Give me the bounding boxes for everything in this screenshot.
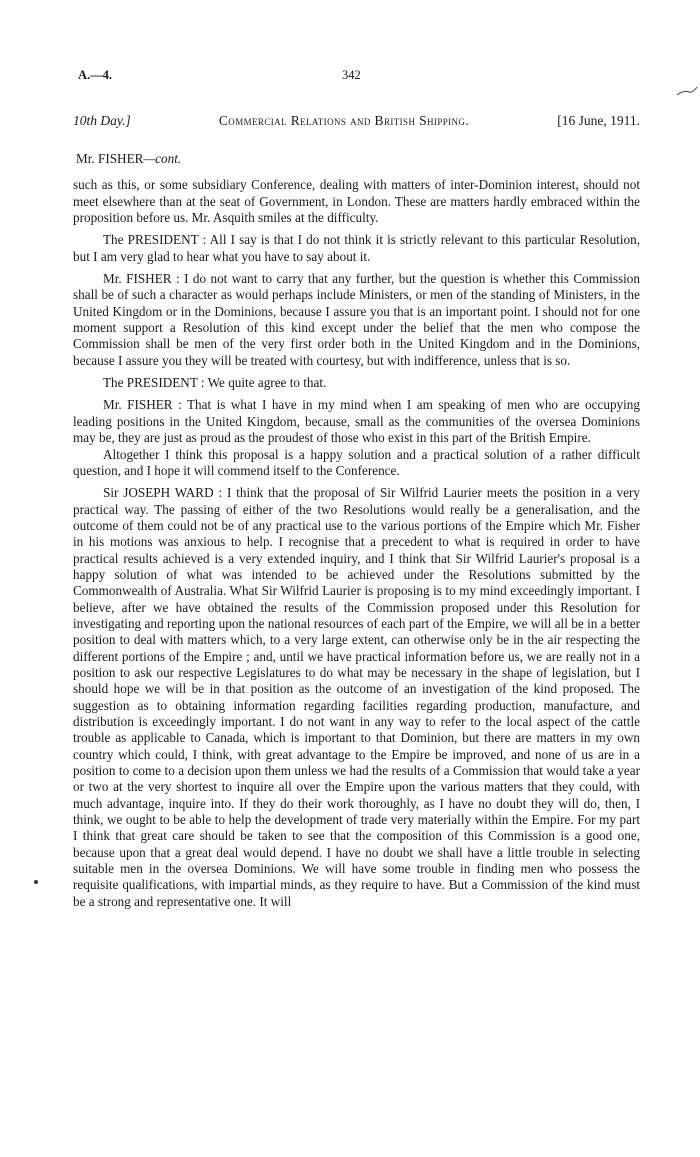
paragraph-6: Altogether I think this proposal is a happy solution and a practical solution of a rather difficult question, and I hope it will commend itself to the Conference. (73, 446, 640, 478)
running-head (73, 113, 640, 131)
continuation-speaker: Mr. FISHER (76, 151, 144, 166)
paragraph-3: Mr. FISHER : I do not want to carry that any further, but the question is whether this Commission shall be of such a character as would perhaps include Ministers, or men of the standing of Ministers, in the United Kingdom or in the Dominions, because I assure you that is an important point. I should not for one moment support a Resolution of this kind except under the belief that the men who compose the Commission shall be men of the very first order both in the United Kingdom and in the Dominions, because I assure you they will be treated with courtesy, but with indifference, unless that is so. (73, 271, 640, 368)
paragraph-2: The PRESIDENT : All I say is that I do not think it is strictly relevant to this particular Resolution, but I am very glad to hear what you have to say about it. (73, 232, 640, 264)
paragraph-1: such as this, or some subsidiary Conference, dealing with matters of inter-Dominion interest, should not meet elsewhere than at the seat of Government, in London. These are matters hardly embraced within the proposition before us. Mr. Asquith smiles at the difficulty. (73, 177, 640, 226)
date-label: [16 June, 1911. (557, 113, 640, 128)
continuation-heading (76, 151, 640, 167)
margin-dot (34, 880, 38, 884)
page-body (73, 151, 640, 916)
paragraph-7: Sir JOSEPH WARD : I think that the proposal of Sir Wilfrid Laurier meets the position in a very practical way. The passing of either of the two Resolutions would really be a generalisation, and the outcome of them could not be of any practical use to the various portions of the Empire which Mr. Fisher in his motions was anxious to help. I recognise that a precedent to what is required in order to have practical results achieved is a very extended inquiry, and I think that Sir Wilfrid Laurier's proposal is a happy solution of what was intended to be achieved under the Resolutions submitted by the Commonwealth of Australia. What Sir Wilfrid Laurier is proposing is to my mind exceedingly important. I believe, after we have obtained the results of the Commission proposed under this Resolution for investigating and reporting upon the national resources of each part of the Empire, we will all be in a better position to deal with matters which, to a very large extent, can otherwise only be in the air respecting the different portions of the Empire ; and, until we have practical information before us, we are really not in a position to ask our respective Legislatures to do what may be necessary in the shape of legislation, but I should hope we will be in that position as the outcome of an investigation of the kind proposed. The suggestion as to obtaining information regarding facilities regarding production, manufacture, and distribution is exceedingly important. I do not want in any way to refer to the local aspect of the cattle trouble as applicable to Canada, which is important to that Dominion, but there are matters in my own country which could, I think, with great advantage to the Empire be improved, and none of us are in a position to come to a decision upon them unless we had the results of a Commission that would take a year or two at the very shortest to inquire all over the Empire upon the various matters that they could, with much advantage, inquire into. If they do their work thoroughly, as I have no doubt they will do, then, I think, we ought to be able to help the development of trade very materially within the Empire. For my part I think that great care should be taken to see that the composition of this Commission is a good one, because upon that a great deal would depend. I have no doubt we shall have a little trouble in selecting suitable men in the oversea Dominions. We will have some trouble in finding men who possess the requisite qualifications, with impartial minds, as they require to have. But a Commission of the kind must be a strong and representative one. It will (73, 485, 640, 909)
page-header (78, 68, 638, 86)
margin-pencil-mark (676, 86, 698, 98)
document-reference: A.—4. (78, 68, 113, 82)
section-title: Commercial Relations and British Shipping. (218, 113, 470, 128)
paragraph-5: Mr. FISHER : That is what I have in my mind when I am speaking of men who are occupying leading positions in the United Kingdom, because, small as the communities of the oversea Dominions may be, they are just as proud as the proudest of those who exist in this part of the British Empire. (73, 397, 640, 446)
continuation-note: —cont. (143, 151, 182, 166)
page-number: 342 (342, 68, 361, 82)
paragraph-4: The PRESIDENT : We quite agree to that. (103, 375, 327, 391)
day-label: 10th Day.] (73, 113, 131, 128)
